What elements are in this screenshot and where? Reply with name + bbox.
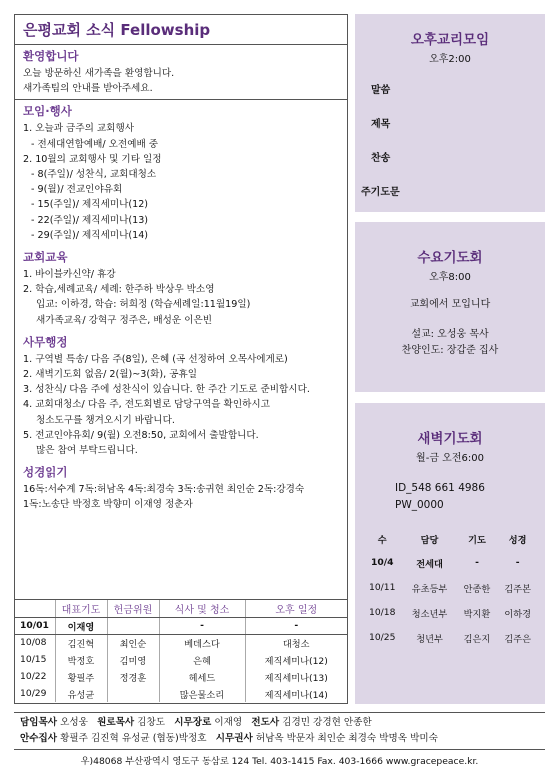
events-line: - 29(주일)/ 제직세미나(14): [31, 229, 149, 241]
afternoon-meeting-box: [355, 14, 545, 212]
duty-cell: [107, 685, 159, 702]
afternoon-title: 오후교리모임: [410, 32, 490, 48]
reading-section: [15, 461, 347, 515]
dawn-header: 성경: [508, 535, 527, 546]
wednesday-worship: 찬양인도: 장갑준 집사: [401, 345, 499, 356]
dawn-header: 기도: [468, 535, 486, 546]
duty-cell: [107, 617, 159, 634]
admin-line: 4. 교회대청소/ 다음 주, 전도회별로 담당구역을 확인하시고: [23, 399, 270, 411]
dawn-cell: 전세대: [416, 558, 443, 570]
dawn-header-row: [362, 528, 538, 550]
dawn-cell: 이하경: [504, 608, 531, 620]
duty-cell: 10/15: [20, 654, 47, 665]
dawn-zoom-pw: PW_0000: [395, 499, 444, 511]
education-line: 1. 바이블카신약/ 휴강: [23, 269, 116, 281]
staff-label: 원로목사: [97, 717, 135, 728]
events-line: - 8(주일)/ 성찬식, 교회대청소: [31, 169, 157, 181]
admin-line: 청소도구를 챙겨오시기 바랍니다.: [36, 414, 175, 426]
events-line: - 15(주일)/ 제직세미나(12): [31, 199, 149, 211]
table-row: [362, 550, 538, 575]
afternoon-time: 오후2:00: [429, 54, 471, 65]
afternoon-items: [355, 81, 545, 217]
welcome-line: 오늘 방문하신 새가족을 환영합니다.: [23, 68, 175, 79]
admin-heading: 사무행정: [23, 334, 68, 349]
admin-line: 많은 참여 부탁드립니다.: [36, 445, 138, 457]
events-line: - 9(월)/ 전교인야유회: [31, 184, 123, 196]
dawn-time: 월-금 오전6:00: [416, 453, 484, 464]
wednesday-sermon: 설교: 오성웅 목사: [411, 329, 489, 340]
welcome-section: [15, 45, 347, 100]
staff-footer: [14, 712, 545, 767]
duty-header-row: [15, 600, 347, 617]
duty-table: [15, 599, 347, 702]
staff-value: 김창도: [137, 717, 166, 728]
duty-cell: -: [159, 617, 245, 634]
duty-header: 헌금위원: [107, 600, 159, 617]
dawn-header: 수: [377, 535, 387, 546]
duty-cell: 박정호: [55, 651, 107, 668]
duty-cell: 이재영: [55, 617, 107, 634]
table-row: [15, 651, 347, 668]
staff-label: 안수집사: [20, 733, 58, 744]
dawn-cell: 10/4: [370, 557, 394, 568]
events-line: - 22(주일)/ 제직세미나(13): [31, 214, 149, 226]
dawn-cell: 박지환: [463, 608, 491, 620]
duty-cell: 10/29: [20, 688, 47, 699]
education-section: [15, 246, 347, 331]
duty-cell: 제직세미나(14): [245, 685, 347, 702]
reading-line: 1독:노송단 박정호 박향미 이재영 정춘자: [23, 499, 193, 511]
afternoon-item: 제목: [371, 119, 391, 130]
wednesday-title: 수요기도회: [417, 250, 483, 266]
duty-cell: 김미영: [107, 651, 159, 668]
dawn-cell: 10/25: [368, 632, 396, 643]
education-line: 새가족교육/ 강혁구 정주은, 배성운 이은빈: [36, 314, 213, 326]
table-row: [15, 685, 347, 702]
education-line: 입교: 이하경, 학습: 허희정 (학습세례일:11월19일): [36, 299, 251, 311]
duty-cell: 10/01: [15, 617, 55, 634]
staff-label: 시무장로: [174, 717, 212, 728]
duty-cell: 헤세드: [159, 668, 245, 685]
dawn-cell: 김주본: [504, 583, 531, 595]
duty-cell: -: [245, 617, 347, 634]
wednesday-place: 교회에서 모입니다: [409, 299, 491, 310]
staff-row-2: [14, 731, 545, 747]
staff-value: 황필주 김진혁 유성균 (협동)박정호: [60, 733, 207, 744]
dawn-zoom-info: [355, 480, 545, 514]
dawn-cell: 청소년부: [411, 608, 448, 620]
duty-cell: 제직세미나(12): [245, 651, 347, 668]
dawn-cell: 유초등부: [411, 583, 448, 595]
dawn-table: [362, 528, 538, 650]
duty-cell: 유성균: [55, 685, 107, 702]
reading-heading: 성경읽기: [23, 465, 68, 480]
table-row: [15, 617, 347, 634]
staff-label: 전도사: [251, 717, 280, 728]
staff-label: 시무권사: [215, 733, 253, 744]
afternoon-item: 말씀: [371, 85, 391, 96]
wednesday-prayer-box: [355, 222, 545, 392]
dawn-cell: 10/11: [368, 582, 396, 593]
duty-header: 식사 및 청소: [159, 600, 245, 617]
duty-cell: 최인순: [107, 634, 159, 651]
church-address: 우)48068 부산광역시 영도구 동삼로 124 Tel. 403-1415 Fax. 403-1666 www.gracepeace.kr.: [14, 749, 545, 767]
education-heading: 교회교육: [23, 250, 68, 265]
duty-cell: 황필주: [55, 668, 107, 685]
admin-line: 1. 구역별 특송/ 다음 주(8일), 은혜 (곡 선정하여 오목사에게로): [23, 353, 288, 365]
staff-value: 오성웅: [60, 717, 88, 728]
dawn-cell: 김주은: [504, 633, 531, 645]
table-row: [15, 668, 347, 685]
table-row: [362, 600, 538, 625]
admin-line: 5. 전교인야유회/ 9(월) 오전8:50, 교회에서 출발합니다.: [23, 429, 259, 441]
reading-line: 16독:서수계 7독:허남옥 4독:최경숙 3독:송귀현 최인순 2독:강경숙: [23, 484, 305, 496]
events-heading: 모임·행사: [23, 104, 72, 119]
dawn-cell: -: [515, 557, 520, 568]
welcome-heading: 환영합니다: [23, 49, 79, 63]
duty-cell: 베데스다: [159, 634, 245, 651]
events-line: 2. 10월의 교회행사 및 기타 일정: [23, 153, 162, 165]
admin-line: 3. 성찬식/ 다음 주에 성찬식이 있습니다. 한 주간 기도로 준비합시다.: [23, 384, 310, 396]
page-title: 은평교회 소식 Fellowship: [15, 15, 347, 45]
dawn-cell: 김은지: [463, 633, 491, 645]
dawn-prayer-box: [355, 403, 545, 704]
staff-row-1: [14, 715, 545, 731]
table-row: [362, 575, 538, 600]
duty-cell: 대청소: [245, 634, 347, 651]
duty-cell: 제직세미나(13): [245, 668, 347, 685]
events-line: 1. 오늘과 금주의 교회행사: [23, 123, 134, 135]
table-row: [15, 634, 347, 651]
dawn-cell: -: [475, 557, 479, 568]
duty-cell: 10/22: [20, 671, 47, 682]
duty-header: 대표기도: [55, 600, 107, 617]
admin-line: 2. 새벽기도회 없음/ 2(월)~3(화), 공휴일: [23, 369, 198, 381]
duty-cell: 정경훈: [107, 668, 159, 685]
admin-section: [15, 331, 347, 461]
afternoon-item: 찬송: [371, 153, 391, 164]
staff-label: 담임목사: [20, 717, 58, 728]
duty-cell: 많은물소리: [159, 685, 245, 702]
dawn-cell: 10/18: [368, 607, 396, 618]
welcome-line: 새가족팀의 안내를 받아주세요.: [23, 83, 153, 95]
duty-cell: 10/08: [20, 637, 47, 649]
wednesday-time: 오후8:00: [429, 272, 471, 283]
table-row: [362, 625, 538, 650]
duty-header: 오후 일정: [245, 600, 347, 617]
staff-value: 이재영: [214, 717, 243, 728]
education-line: 2. 학습,세례교육/ 세례: 한주하 박상우 박소영: [23, 284, 215, 296]
dawn-zoom-id: ID_548 661 4986: [395, 482, 485, 494]
dawn-cell: 청년부: [416, 633, 443, 645]
events-section: [15, 100, 347, 246]
duty-header: [15, 600, 55, 617]
staff-value: 허남옥 박문자 최인순 최경숙 박명옥 박미숙: [255, 733, 438, 744]
dawn-cell: 안종한: [463, 583, 491, 595]
dawn-title: 새벽기도회: [417, 431, 483, 447]
staff-value: 김경민 강경현 안종한: [282, 717, 372, 728]
duty-cell: 은혜: [159, 651, 245, 668]
duty-cell: 김진혁: [55, 634, 107, 651]
bulletin-main-panel: [14, 14, 348, 704]
dawn-header: 담당: [420, 535, 439, 546]
events-line: - 전세대연합예배/ 오전예배 중: [31, 138, 159, 150]
afternoon-item: 주기도문: [361, 187, 400, 198]
